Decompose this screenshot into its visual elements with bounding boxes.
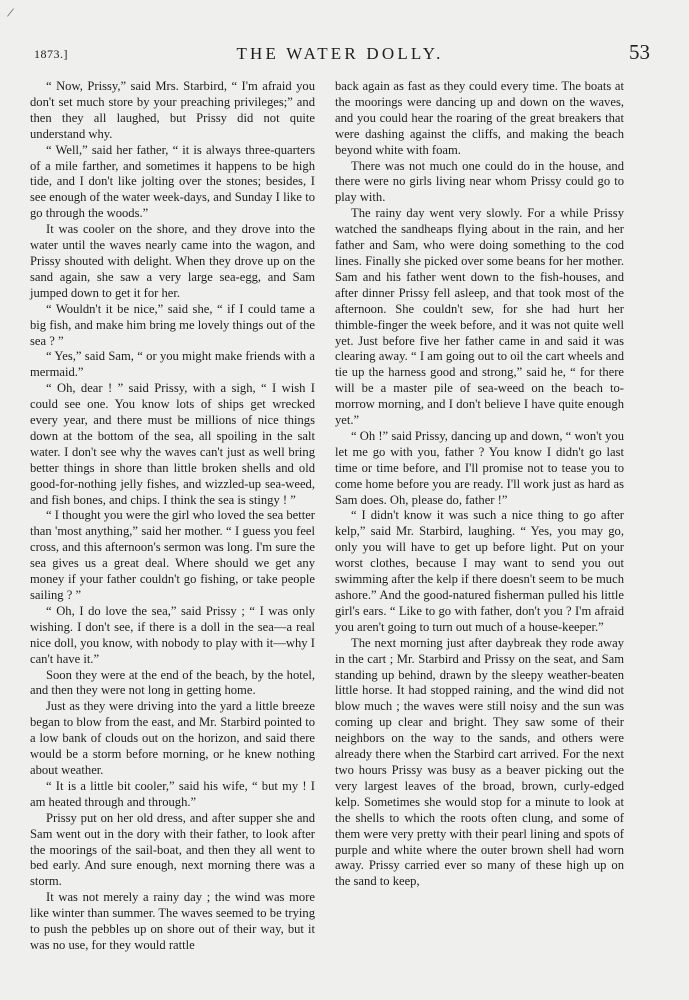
paragraph: “ Yes,” said Sam, “ or you might make friends with a mermaid.”: [30, 349, 315, 380]
left-column: [30, 79, 315, 954]
paragraph: “ Oh, I do love the sea,” said Prissy ; “ I was only wishing. I don't see, if there is a doll in the sea—a real nice doll, you know, with nobody to play with it—why I can't have it.”: [30, 603, 315, 666]
paragraph: “ Now, Prissy,” said Mrs. Starbird, “ I'm afraid you don't set much store by your preaching privileges;” and then they all laughed, but Prissy did not quite understand why.: [30, 79, 315, 141]
paragraph: Soon they were at the end of the beach, by the hotel, and then they were not long in getting home.: [30, 667, 315, 698]
paragraph: It was cooler on the shore, and they drove into the water until the waves nearly came into the wagon, and Prissy shouted with delight. When they drove up on the sand again, she saw a very large sea-egg, and Sam jumped down to get it for her.: [30, 222, 315, 300]
paragraph: “ Well,” said her father, “ it is always three-quarters of a mile farther, and sometimes it happens to be high tide, and I don't like jolting over the stones; besides, I see enough of the water week-days, and Sunday I like to go through the woods.”: [30, 142, 315, 221]
paragraph: Prissy put on her old dress, and after supper she and Sam went out in the dory with their father, to look after the moorings of the sail-boat, and then they all went to bed early. And sure enough, next morning there was a storm.: [30, 810, 315, 889]
paragraph: It was not merely a rainy day ; the wind was more like winter than summer. The waves seemed to be trying to push the pebbles up on shore out of their way, but it was no use, for they would rattle: [30, 890, 315, 952]
corner-pencil-mark: /: [5, 5, 15, 22]
page-number: 53: [629, 40, 650, 64]
paragraph: The next morning just after daybreak they rode away in the cart ; Mr. Starbird and Prissy on the seat, and Sam standing up behind, drawn by the sleepy weather-beaten little horse. It had stopped raining, and the wind did not blow much ; the waves were still noisy and the sun was coming up clear and bright. They saw some of their neighbors on the way to the sands, and others were already there when the Starbird cart arrived. For the next two hours Prissy was busy as a beaver picking out the very largest leaves of the broad, brown, curly-edged kelp. Sometimes she would stop for a minute to look at the shells to which the roots often clung, and some of them were very pretty with their pearl lining and spots of purple and white where the outer brown shell had worn away. Prissy carried ever so many of these high up on the sand to keep,: [335, 635, 624, 889]
header-year: 1873.]: [34, 47, 68, 61]
paragraph: Just as they were driving into the yard a little breeze began to blow from the east, and Mr. Starbird pointed to a low bank of clouds out on the horizon, and said there would be a storm before morning, or he knew nothing about weather.: [30, 699, 315, 777]
paragraph: “ I didn't know it was such a nice thing to go after kelp,” said Mr. Starbird, laughing. “ Yes, you may go, only you will have to get up before light. Put on your worst clothes, because I may want to send you out swimming after the kelp if there doesn't seem to be much ashore.” And the good-natured fisherman pulled his little girl's ears. “ Like to go with father, don't you ? I'm afraid you aren't going to turn out much of a house-keeper.”: [335, 508, 624, 634]
paragraph: “ It is a little bit cooler,” said his wife, “ but my ! I am heated through and through.”: [30, 778, 315, 809]
paragraph: There was not much one could do in the house, and there were no girls living near whom Prissy could go to play with.: [335, 158, 624, 205]
right-column: [335, 79, 624, 890]
running-header: [30, 42, 650, 66]
paragraph: “ I thought you were the girl who loved the sea better than 'most anything,” said her mother. “ I guess you feel cross, and this afternoon's sermon was long. I'm sure the sea gives us a great deal. Where should we get any money if your father couldn't go fishing, or take people sailing ? ”: [30, 508, 315, 602]
paragraph-continued: back again as fast as they could every time. The boats at the moorings were dancing up and down on the waves, and you could hear the roaring of the great breakers that were dashing against the cliffs, and making the beach beyond white with foam.: [335, 79, 624, 157]
header-title: THE WATER DOLLY.: [236, 44, 444, 63]
paragraph: “ Oh !” said Prissy, dancing up and down, “ won't you let me go with you, father ? You know I didn't go last time or time before, and I'll promise not to tease you to come home before you are ready. I'll work just as hard as Sam does. Oh, please do, father !”: [335, 428, 624, 507]
paragraph: “ Oh, dear ! ” said Prissy, with a sigh, “ I wish I could see one. You know lots of ships get wrecked every year, and there must be millions of nice things down at the bottom of the sea, all spoiling in the salt water. I don't see why the waves can't just as well bring better things in shore than little broken shells and old good-for-nothing jelly fishes, and wizzled-up sea-weed, and fish bones, and chips. I think the sea is stingy ! ”: [30, 381, 315, 507]
paragraph: The rainy day went very slowly. For a while Prissy watched the sandheaps flying about in the rain, and her father and Sam, who were doing something to the cod lines. Finally she picked over some beans for her mother. Sam and his father went down to the fish-houses, and after dinner Prissy fell asleep, and that took most of the afternoon. She couldn't sew, for she had hurt her thimble-finger the week before, and it was not quite well yet. Just before five her father came in and said it was clearing away. “ I am going out to oil the cart wheels and tie up the harness good and strong,” said he, “ for there will be a master pile of sea-weed on the beach to-morrow morning, and I don't believe I have quite enough yet.”: [335, 206, 624, 428]
paragraph: “ Wouldn't it be nice,” said she, “ if I could tame a big fish, and make him bring me lovely things out of the sea ? ”: [30, 301, 315, 348]
